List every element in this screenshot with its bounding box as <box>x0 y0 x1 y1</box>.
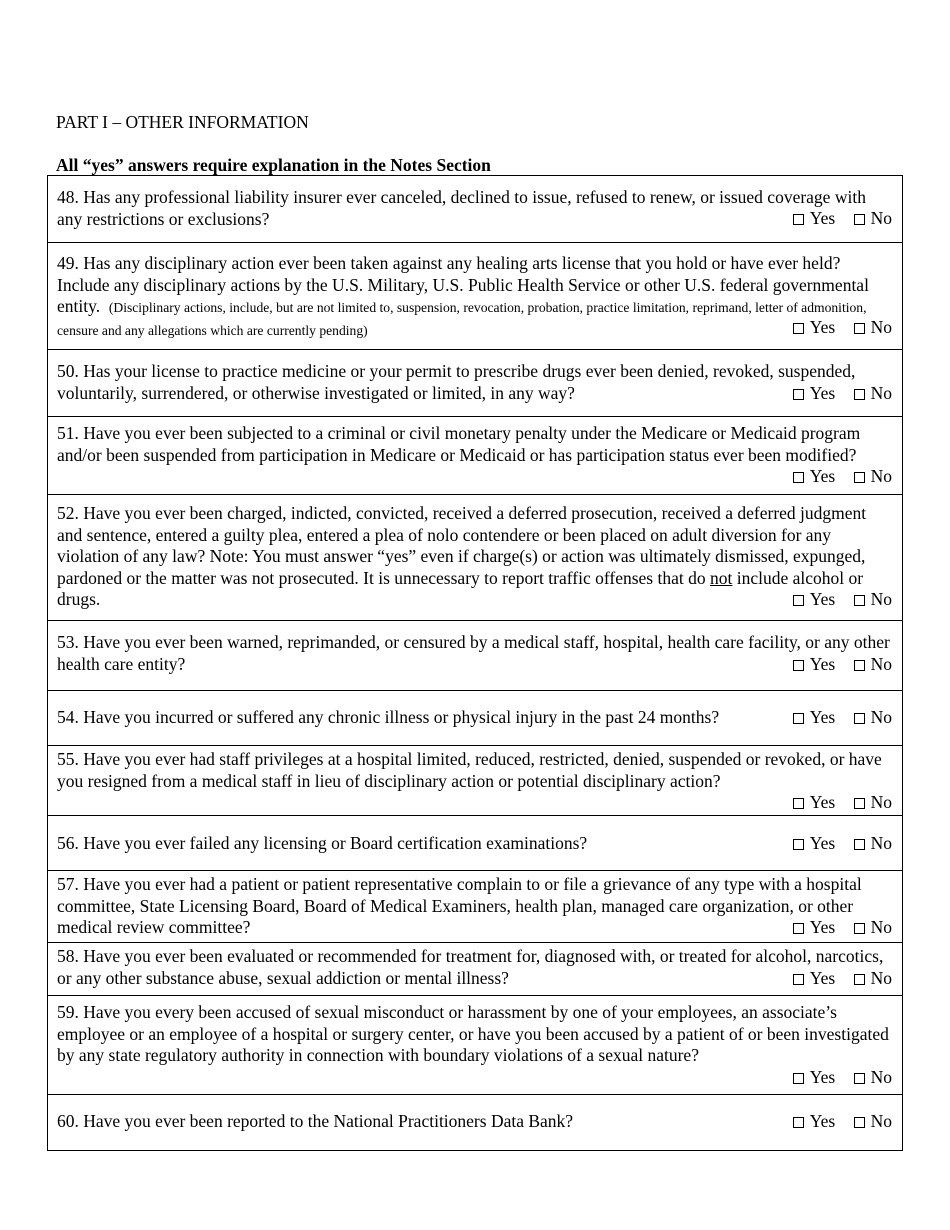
yes-option[interactable] <box>793 317 835 339</box>
yes-checkbox[interactable] <box>793 323 804 334</box>
yes-checkbox[interactable] <box>793 839 804 850</box>
no-option[interactable] <box>854 707 892 729</box>
no-label: No <box>870 968 892 988</box>
question-text <box>57 495 892 611</box>
yes-label: Yes <box>809 589 836 609</box>
no-option[interactable] <box>854 654 892 676</box>
no-label: No <box>870 792 892 812</box>
no-option[interactable] <box>854 792 892 814</box>
questions-table <box>47 175 903 1151</box>
yes-label: Yes <box>809 968 836 988</box>
yes-label: Yes <box>809 1067 836 1087</box>
answer-options <box>793 317 892 339</box>
question-row-54 <box>48 690 902 745</box>
question-row-49 <box>48 242 902 349</box>
no-label: No <box>870 707 892 727</box>
question-text: 59. Have you every been accused of sexual misconduct or harassment by one of your employees, an associate’s employee or an employee of a hospital or surgery center, or have you been accused by a patient of or been investigated by any state regulatory authority in connection with boundary violations of a sexual nature? <box>57 1002 889 1065</box>
question-row-57 <box>48 870 902 942</box>
yes-checkbox[interactable] <box>793 472 804 483</box>
yes-option[interactable] <box>793 1067 835 1089</box>
no-option[interactable] <box>854 383 892 405</box>
yes-checkbox[interactable] <box>793 214 804 225</box>
no-label: No <box>870 833 892 853</box>
yes-label: Yes <box>809 466 836 486</box>
question-text: 53. Have you ever been warned, reprimanded, or censured by a medical staff, hospital, health care facility, or any other health care entity? <box>57 632 890 674</box>
no-checkbox[interactable] <box>854 472 865 483</box>
answer-options <box>793 968 892 990</box>
instruction-heading: All “yes” answers require explanation in the Notes Section <box>56 155 491 175</box>
yes-checkbox[interactable] <box>793 1117 804 1128</box>
no-label: No <box>870 654 892 674</box>
no-option[interactable] <box>854 1067 892 1089</box>
answer-options <box>793 917 892 939</box>
underlined-word: not <box>709 567 733 588</box>
no-checkbox[interactable] <box>854 214 865 225</box>
yes-option[interactable] <box>793 968 835 990</box>
yes-option[interactable] <box>793 1111 835 1133</box>
no-checkbox[interactable] <box>854 1117 865 1128</box>
question-row-51 <box>48 416 902 494</box>
no-checkbox[interactable] <box>854 923 865 934</box>
yes-label: Yes <box>809 383 836 403</box>
no-label: No <box>870 317 892 337</box>
question-text: 60. Have you ever been reported to the National Practitioners Data Bank? <box>57 1111 574 1131</box>
question-text: 50. Has your license to practice medicine or your permit to prescribe drugs ever been denied, revoked, suspended, voluntarily, surrendered, or otherwise investigated or limited, in any way? <box>57 361 856 403</box>
yes-checkbox[interactable] <box>793 923 804 934</box>
yes-label: Yes <box>809 833 836 853</box>
answer-options <box>793 589 892 611</box>
no-checkbox[interactable] <box>854 713 865 724</box>
no-checkbox[interactable] <box>854 389 865 400</box>
no-option[interactable] <box>854 208 892 230</box>
answer-options <box>793 833 892 855</box>
yes-option[interactable] <box>793 589 835 611</box>
no-label: No <box>870 589 892 609</box>
yes-label: Yes <box>809 654 836 674</box>
question-text-main: 52. Have you ever been charged, indicted, convicted, received a deferred prosecution, received a deferred judgment and sentence, entered a guilty plea, entered a plea of nolo contendere or been placed on adult diversion for any violation of any law? Note: You must answer “yes” even if charge(s) or action was ultimately dismissed, expunged, pardoned or the matter was not prosecuted. It is unnecessary to report traffic offenses that do <box>57 503 867 588</box>
yes-checkbox[interactable] <box>793 595 804 606</box>
question-note: (Disciplinary actions, include, but are not limited to, suspension, revocation, probation, practice limitation, reprimand, letter of admonition, censure and any allegations which are currently pending) <box>57 300 867 338</box>
question-row-56 <box>48 815 902 870</box>
part-title: PART I – OTHER INFORMATION <box>56 112 309 132</box>
yes-label: Yes <box>809 1111 836 1131</box>
yes-checkbox[interactable] <box>793 798 804 809</box>
yes-option[interactable] <box>793 833 835 855</box>
yes-option[interactable] <box>793 466 835 488</box>
no-label: No <box>870 466 892 486</box>
yes-label: Yes <box>809 317 836 337</box>
yes-option[interactable] <box>793 383 835 405</box>
no-checkbox[interactable] <box>854 323 865 334</box>
answer-options <box>793 707 892 729</box>
no-checkbox[interactable] <box>854 798 865 809</box>
answer-options <box>793 792 892 814</box>
yes-checkbox[interactable] <box>793 974 804 985</box>
question-text: 55. Have you ever had staff privileges at a hospital limited, reduced, restricted, denied, suspended or revoked, or have you resigned from a medical staff in lieu of disciplinary action or potential disciplinary action? <box>57 749 882 791</box>
no-option[interactable] <box>854 968 892 990</box>
no-checkbox[interactable] <box>854 1073 865 1084</box>
no-checkbox[interactable] <box>854 839 865 850</box>
answer-options <box>793 383 892 405</box>
yes-label: Yes <box>809 208 836 228</box>
yes-checkbox[interactable] <box>793 389 804 400</box>
question-text: 58. Have you ever been evaluated or recommended for treatment for, diagnosed with, or treated for alcohol, narcotics, or any other substance abuse, sexual addiction or mental illness? <box>57 946 884 988</box>
question-text: 56. Have you ever failed any licensing or Board certification examinations? <box>57 833 588 853</box>
question-row-52 <box>48 494 902 620</box>
question-text-end: include alcohol or drugs. <box>57 567 864 609</box>
no-label: No <box>870 917 892 937</box>
no-checkbox[interactable] <box>854 595 865 606</box>
question-text-main: 49. Has any disciplinary action ever been taken against any healing arts license that you hold or have ever held? Include any disciplinary actions by the U.S. Military, U.S. Public Health Service or other U.S. federal governmental entity. <box>57 253 869 316</box>
question-row-50 <box>48 349 902 416</box>
answer-options <box>793 654 892 676</box>
no-option[interactable] <box>854 1111 892 1133</box>
no-label: No <box>870 383 892 403</box>
question-row-58 <box>48 942 902 995</box>
no-option[interactable] <box>854 317 892 339</box>
answer-options <box>793 208 892 230</box>
answer-options <box>793 1111 892 1133</box>
question-text: 54. Have you incurred or suffered any chronic illness or physical injury in the past 24 months? <box>57 707 720 727</box>
question-row-53 <box>48 620 902 690</box>
question-row-48 <box>48 176 902 242</box>
question-text: 51. Have you ever been subjected to a criminal or civil monetary penalty under the Medicare or Medicaid program and/or been suspended from participation in Medicare or Medicaid or has participation status ever been modified? <box>57 423 861 465</box>
yes-option[interactable] <box>793 792 835 814</box>
no-label: No <box>870 1067 892 1087</box>
question-row-60 <box>48 1094 902 1150</box>
no-label: No <box>870 1111 892 1131</box>
yes-option[interactable] <box>793 707 835 729</box>
yes-option[interactable] <box>793 654 835 676</box>
yes-checkbox[interactable] <box>793 713 804 724</box>
question-text: 57. Have you ever had a patient or patient representative complain to or file a grievance of any type with a hospital committee, State Licensing Board, Board of Medical Examiners, health plan, managed care organization, or other medical review committee? <box>57 874 862 937</box>
no-label: No <box>870 208 892 228</box>
no-option[interactable] <box>854 466 892 488</box>
question-row-59 <box>48 995 902 1094</box>
no-option[interactable] <box>854 917 892 939</box>
no-checkbox[interactable] <box>854 660 865 671</box>
yes-label: Yes <box>809 792 836 812</box>
answer-options <box>793 1067 892 1089</box>
yes-label: Yes <box>809 917 836 937</box>
yes-option[interactable] <box>793 917 835 939</box>
no-option[interactable] <box>854 589 892 611</box>
yes-checkbox[interactable] <box>793 1073 804 1084</box>
no-option[interactable] <box>854 833 892 855</box>
question-text <box>57 243 892 341</box>
answer-options <box>793 466 892 488</box>
yes-checkbox[interactable] <box>793 660 804 671</box>
question-text: 48. Has any professional liability insurer ever canceled, declined to issue, refused to renew, or issued coverage with any restrictions or exclusions? <box>57 187 866 229</box>
question-row-55 <box>48 745 902 815</box>
yes-label: Yes <box>809 707 836 727</box>
no-checkbox[interactable] <box>854 974 865 985</box>
yes-option[interactable] <box>793 208 835 230</box>
